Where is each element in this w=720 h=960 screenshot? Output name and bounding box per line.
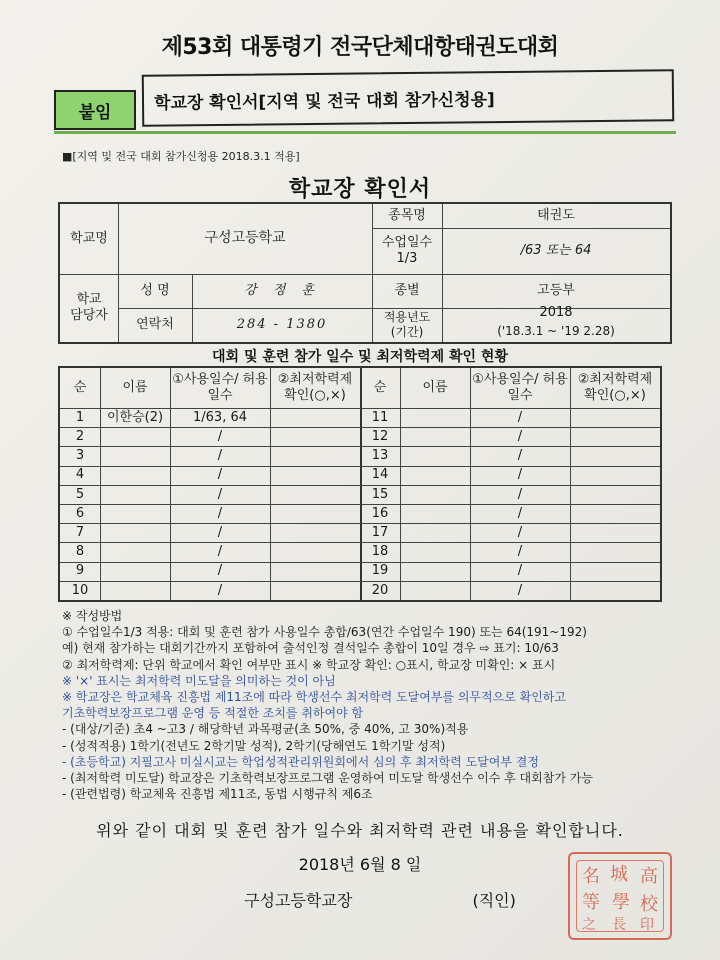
header-name: 이름 <box>122 380 148 396</box>
table-cell-min <box>270 427 360 446</box>
table-cell-no: 1 <box>75 409 85 425</box>
table-cell-no: 17 <box>371 524 389 540</box>
table-cell-days: / <box>217 563 223 579</box>
table-cell-min <box>570 408 660 427</box>
table-cell-days: / <box>517 428 523 444</box>
principal-title: 구성고등학교장 <box>244 891 353 910</box>
days-value: /63 또는 64 <box>520 242 592 258</box>
instruction-line: - (성적적용) 1학기(전년도 2학기말 성적), 2학기(당해연도 1학기말 성적) <box>62 738 446 753</box>
school-name: 구성고등학교 <box>204 230 286 247</box>
table-cell-no: 14 <box>371 467 389 483</box>
table-cell-name <box>400 542 470 561</box>
table-cell-min <box>270 542 360 561</box>
table-cell-name <box>400 427 470 446</box>
table-cell-days: / <box>517 563 523 579</box>
table-cell-days: / <box>517 467 523 483</box>
table-cell-name <box>400 466 470 485</box>
confirmation-statement: 위와 같이 대회 및 훈련 참가 일수와 최저학력 관련 내용을 확인합니다. <box>96 821 624 840</box>
year-range: ('18.3.1 ~ '19 2.28) <box>497 323 615 338</box>
category-value: 고등부 <box>537 282 575 298</box>
year-value: 2018 <box>539 304 573 320</box>
seal-note: (직인) <box>472 891 516 910</box>
table-cell-min <box>570 427 660 446</box>
table-cell-name <box>100 427 170 446</box>
table-cell-days: / <box>517 582 523 598</box>
table-cell-min <box>270 485 360 504</box>
table-cell-min <box>570 542 660 561</box>
header-min: ②최저학력제 확인(○,×) <box>277 372 353 403</box>
sport-value: 태권도 <box>537 207 575 223</box>
table-cell-no: 12 <box>371 428 389 444</box>
table-cell-no: 7 <box>75 524 85 540</box>
table-cell-name <box>400 485 470 504</box>
header-no: 순 <box>73 380 87 396</box>
instruction-line: ② 최저학력제: 단위 학교에서 확인 여부만 표시 ※ 학교장 확인: ○표시, 학교장 미확인: × 표시 <box>62 657 556 672</box>
table-cell-name <box>100 485 170 504</box>
instruction-line: 기초학력보장프로그램 운영 등 적절한 조치를 취하여야 함 <box>62 706 364 721</box>
table-cell-name <box>100 562 170 581</box>
table-cell-name: 이한승(2) <box>106 409 164 425</box>
school-label: 학교명 <box>70 230 108 246</box>
contact-handwritten: 284 - 1380 <box>236 316 328 332</box>
table-cell-days: / <box>517 524 523 540</box>
table-cell-no: 6 <box>75 505 85 521</box>
table-cell-name <box>100 523 170 542</box>
table-cell-min <box>270 523 360 542</box>
instruction-line: ※ '×' 표시는 최저학력 미도달을 의미하는 것이 아님 <box>62 673 336 688</box>
header-no: 순 <box>373 380 387 396</box>
table-cell-min <box>570 504 660 523</box>
table-cell-name <box>400 581 470 600</box>
table-cell-days: / <box>217 428 223 444</box>
table-cell-min <box>570 485 660 504</box>
table-cell-name <box>400 408 470 427</box>
table-cell-days: / <box>517 409 523 425</box>
table-cell-min <box>270 446 360 465</box>
table-cell-name <box>400 523 470 542</box>
table-cell-days: / <box>517 486 523 502</box>
table-cell-min <box>270 408 360 427</box>
form-title: 학교장 확인서 <box>288 177 432 202</box>
table-cell-name <box>400 446 470 465</box>
table-cell-min <box>270 466 360 485</box>
instruction-line: ※ 학교장은 학교체육 진흥법 제11조에 따라 학생선수 최저학력 도달여부를 의무적으로 확인하고 <box>62 690 566 704</box>
table-cell-days: / <box>217 544 223 560</box>
table-cell-no: 11 <box>371 409 389 425</box>
table-cell-min <box>570 581 660 600</box>
header-days: ①사용일수/ 허용일수 <box>472 372 568 403</box>
form-note: ■[지역 및 전국 대회 참가신청용 2018.3.1 적용] <box>62 150 300 163</box>
attachment-tag: 붙임 <box>54 90 136 130</box>
table-cell-min <box>270 562 360 581</box>
table-cell-days: / <box>517 448 523 464</box>
table-cell-days: / <box>517 505 523 521</box>
instruction-line: - (초등학교) 지필고사 미실시교는 학업성적관리위원회에서 심의 후 최저학력 도달여부 결정 <box>62 754 539 769</box>
table-cell-no: 15 <box>371 486 389 502</box>
instruction-line: ① 수업일수1/3 적용: 대회 및 훈련 참가 사용일수 총합/63(연간 수업일수 190) 또는 64(191~192) <box>62 625 587 640</box>
table-cell-days: / <box>217 524 223 540</box>
header-days: ①사용일수/ 허용일수 <box>172 372 268 403</box>
table-cell-min <box>570 523 660 542</box>
table-cell-name <box>100 466 170 485</box>
table-cell-min <box>270 504 360 523</box>
table-cell-days: / <box>517 544 523 560</box>
instruction-line: 예) 현재 참가하는 대회기간까지 포함하여 출석인정 결석일수 총합이 10일 경우 ⇨ 표기: 10/63 <box>62 641 559 656</box>
header-min: ②최저학력제 확인(○,×) <box>577 372 653 403</box>
table-cell-no: 19 <box>371 563 389 579</box>
participation-table <box>58 366 662 602</box>
instruction-line: - (최저학력 미도달) 학교장은 기초학력보장프로그램 운영하여 미도달 학생선수 이수 후 대회참가 가능 <box>62 771 593 785</box>
table-cell-no: 2 <box>75 428 85 444</box>
table-cell-name <box>400 562 470 581</box>
year-label: 적용년도 (기간) <box>383 310 431 339</box>
instruction-line: - (대상/기준) 초4 ~고3 / 해당학년 과목평균(초 50%, 중 40%, 고 30%)적용 <box>62 722 469 737</box>
contact-label: 연락처 <box>136 316 174 332</box>
table-cell-min <box>270 581 360 600</box>
event-title: 제53회 대통령기 전국단체대항태권도대회 <box>161 35 559 60</box>
sport-label: 종목명 <box>388 207 426 223</box>
days-label: 수업일수 1/3 <box>381 234 433 266</box>
document-subtitle: 학교장 확인서[지역 및 전국 대회 참가신청용] <box>142 69 675 127</box>
table-cell-no: 3 <box>75 448 85 464</box>
table-cell-name <box>100 504 170 523</box>
table-cell-no: 4 <box>75 467 85 483</box>
table-cell-no: 18 <box>371 544 389 560</box>
table-cell-no: 13 <box>371 448 389 464</box>
table-cell-no: 10 <box>71 582 89 598</box>
school-info-table <box>58 202 672 344</box>
table-cell-no: 16 <box>371 505 389 521</box>
table-cell-no: 5 <box>75 486 85 502</box>
name-label: 성 명 <box>140 282 170 298</box>
signature-date: 2018년 6월 8 일 <box>298 855 422 874</box>
table-cell-name <box>100 581 170 600</box>
category-label: 종별 <box>394 282 420 298</box>
table-cell-name <box>400 504 470 523</box>
table-cell-days: 1/63, 64 <box>193 409 247 425</box>
table-cell-days: / <box>217 582 223 598</box>
table-caption: 대회 및 훈련 참가 일수 및 최저학력제 확인 현황 <box>212 349 508 365</box>
table-cell-no: 8 <box>75 544 85 560</box>
table-cell-no: 9 <box>75 563 85 579</box>
table-cell-days: / <box>217 448 223 464</box>
instruction-line: - (관련법령) 학교체육 진흥법 제11조, 동법 시행규칙 제6조 <box>62 787 373 802</box>
instructions-heading: ※ 작성방법 <box>62 609 123 623</box>
table-cell-min <box>570 446 660 465</box>
table-cell-min <box>570 466 660 485</box>
table-cell-name <box>100 542 170 561</box>
table-cell-days: / <box>217 486 223 502</box>
staff-label: 학교 담당자 <box>70 291 108 323</box>
table-cell-days: / <box>217 467 223 483</box>
table-cell-name <box>100 446 170 465</box>
table-cell-no: 20 <box>371 582 389 598</box>
staff-name-handwritten: 강 정 훈 <box>244 282 320 298</box>
table-cell-min <box>570 562 660 581</box>
header-name: 이름 <box>422 380 448 396</box>
table-cell-days: / <box>217 505 223 521</box>
green-underline <box>54 131 676 134</box>
official-seal-stamp: 名 城 高 等 學 校 之 長 印 <box>568 852 672 940</box>
